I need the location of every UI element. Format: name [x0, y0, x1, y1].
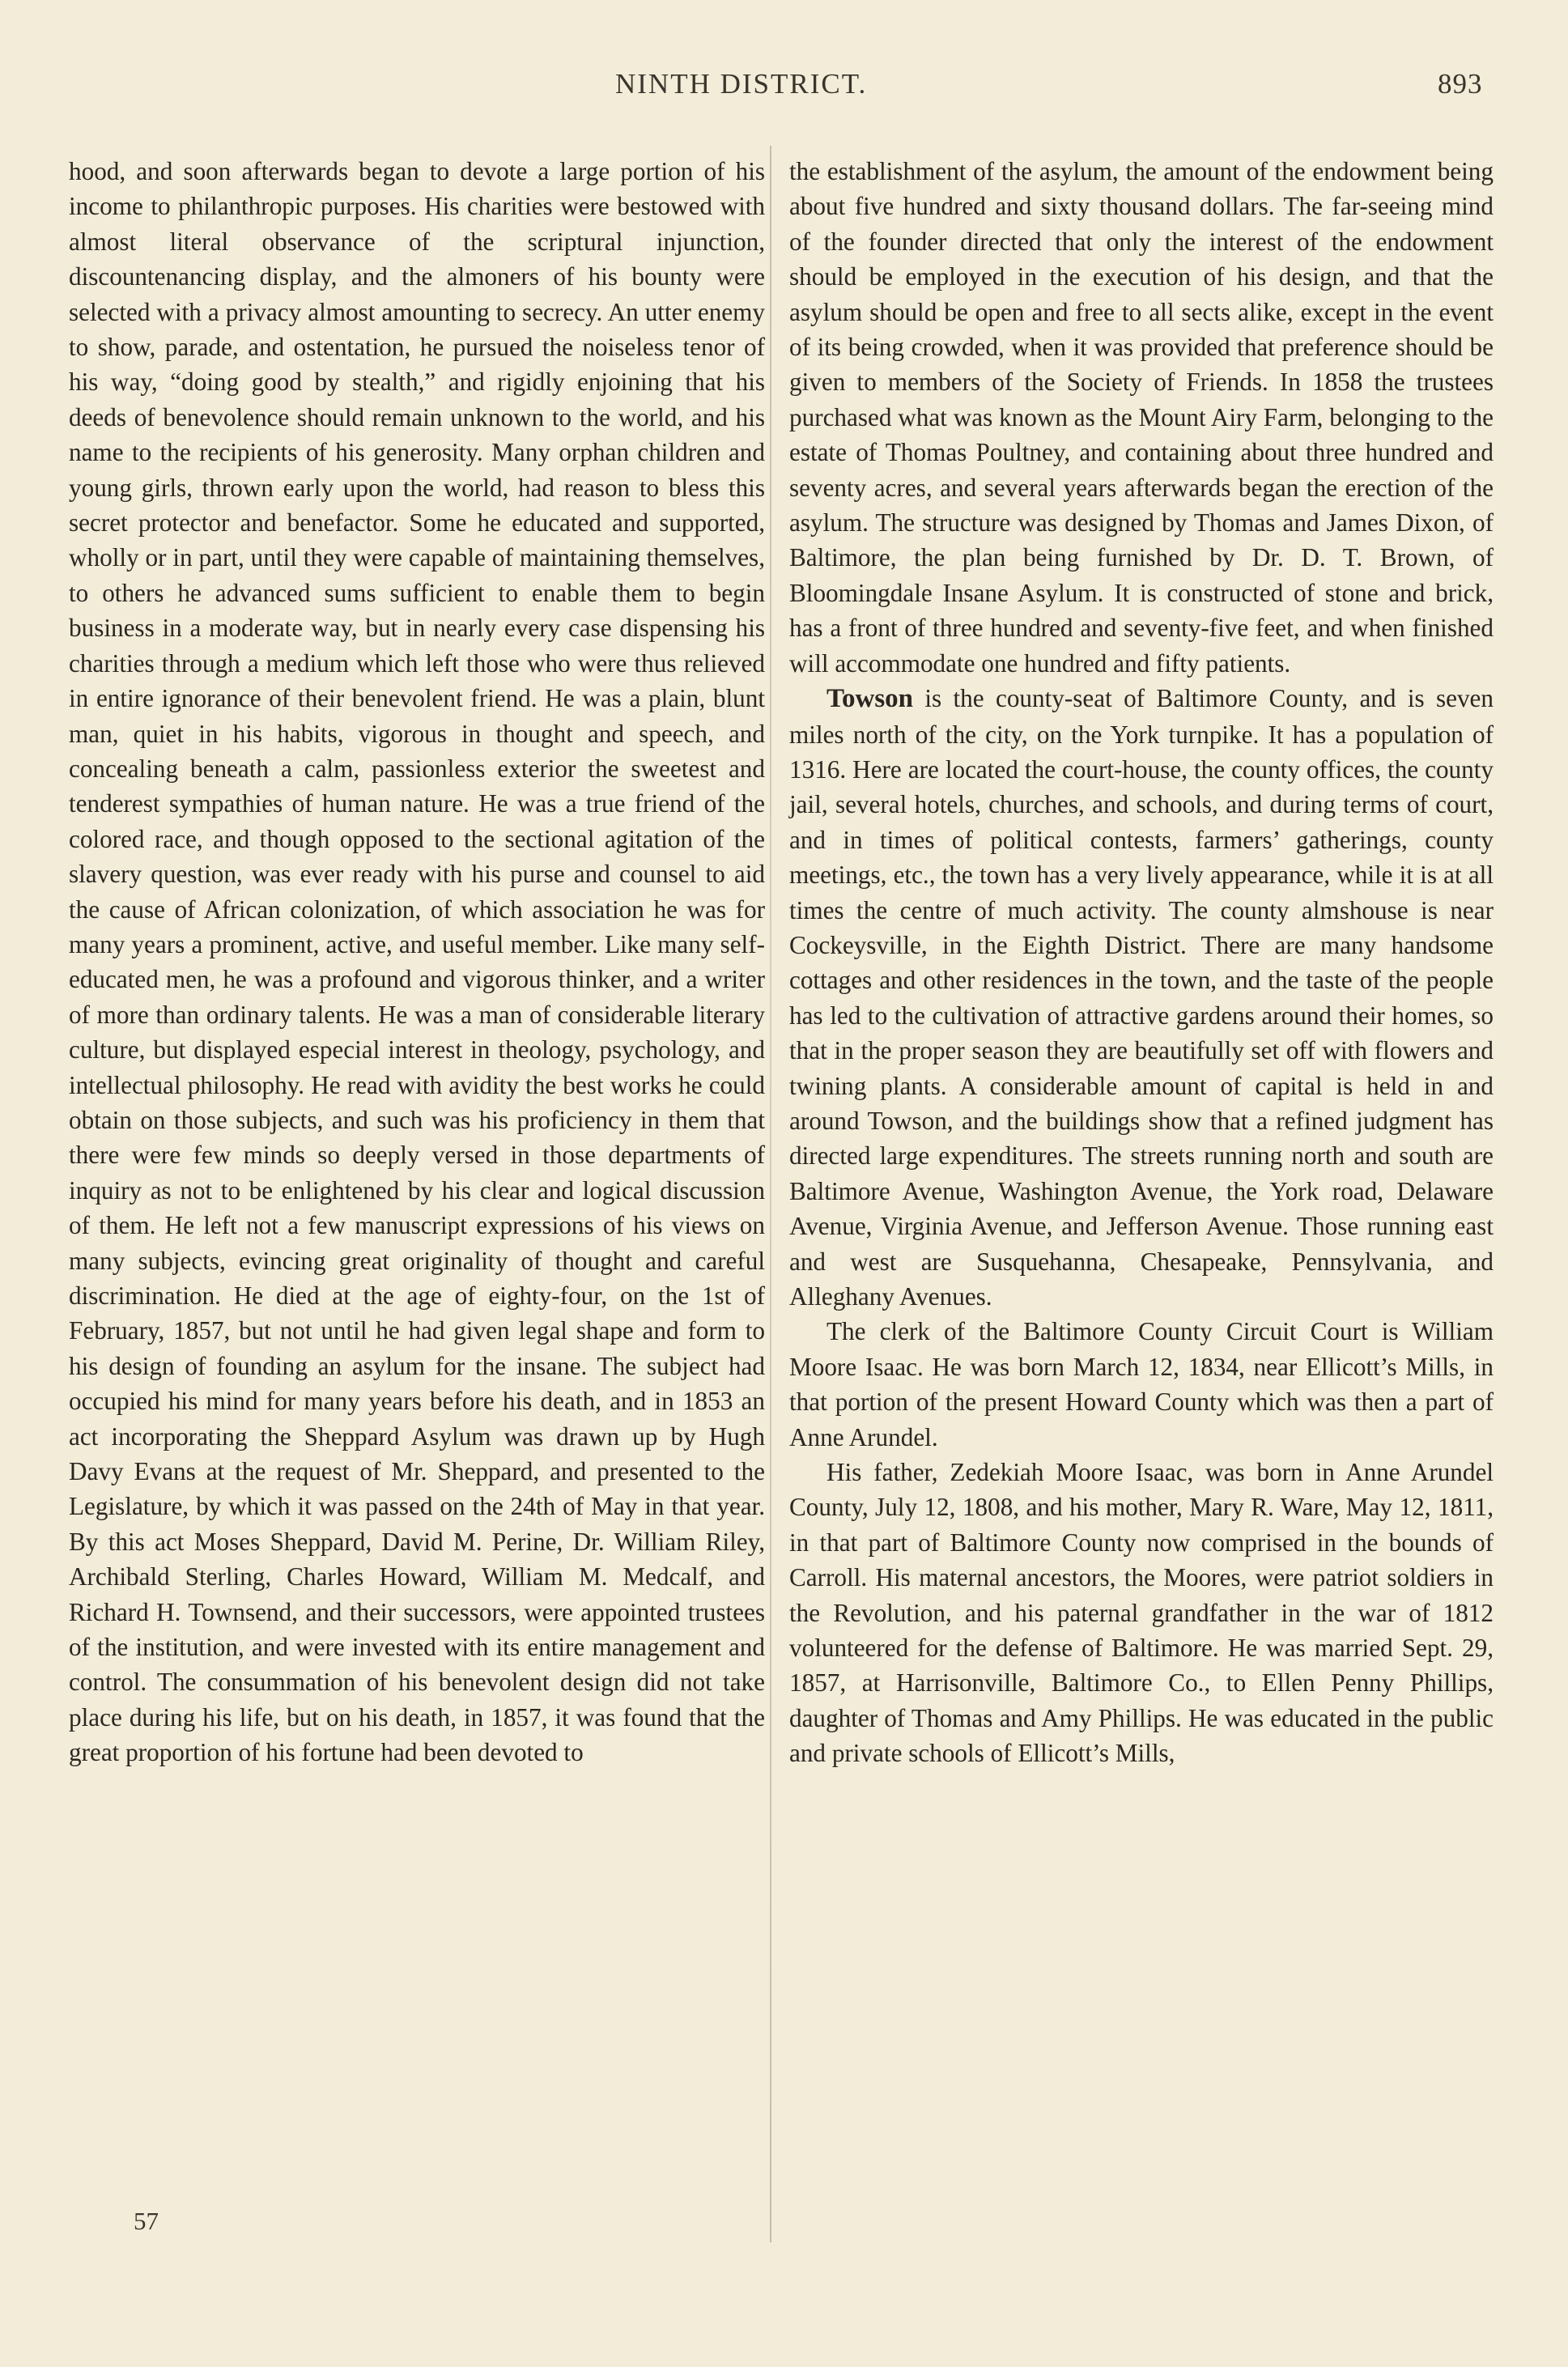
right-paragraph-father: His father, Zedekiah Moore Isaac, was born in Anne Arundel County, July 12, 1808, and his mother, Mary R. Ware, May 12, 1811, in that part of Baltimore County now comprised in the bounds of Carroll. His maternal ancestors, the Moores, were patriot soldiers in the Revolution, and his paternal grandfather in the war of 1812 volunteered for the defense of Baltimore. He was married Sept. 29, 1857, at Harrisonville, Baltimore Co., to Ellen Penny Phillips, daughter of Thomas and Amy Phillips. He was educated in the public and private schools of Ellicott’s Mills, [789, 1458, 1494, 1768]
signature-mark: 57 [134, 2207, 159, 2235]
running-title: NINTH DISTRICT. [615, 68, 868, 100]
right-paragraph-1: the establishment of the asylum, the amount of the endowment being about five hundred and sixty thousand dollars. The far-seeing mind of the founder directed that only the interest of the endowment should be employed in the execution of his design, and that the asylum should be open and free to all sects alike, except in the event of its being crowded, when it was provided that preference should be given to members of the Society of Friends. In 1858 the trustees purchased what was known as the Mount Airy Farm, belonging to the estate of Thomas Poultney, and containing about three hundred and seventy acres, and several years afterwards began the erection of the asylum. The structure was designed by Thomas and James Dixon, of Baltimore, the plan being furnished by Dr. D. T. Brown, of Bloomingdale Insane Asylum. It is constructed of stone and brick, has a front of three hundred and seventy-five feet, and when finished will accommodate one hundred and fifty patients. [789, 157, 1494, 678]
page-number: 893 [1438, 68, 1483, 100]
right-paragraph-clerk: The clerk of the Baltimore County Circuit Court is William Moore Isaac. He was born March 12, 1834, near Ellicott’s Mills, in that portion of the present Howard County which was then a part of Anne Arundel. [789, 1317, 1494, 1451]
right-column [789, 154, 1494, 1771]
page-header [0, 68, 1568, 117]
right-paragraph-towson [789, 681, 1494, 1314]
left-paragraph-1: hood, and soon afterwards began to devote a large portion of his income to philanthropic purposes. His charities were bestowed with almost literal observance of the scriptural injunction, discountenancing display, and the almoners of his bounty were selected with a privacy almost amounting to secrecy. An utter enemy to show, parade, and ostentation, he pursued the noiseless tenor of his way, “doing good by stealth,” and rigidly enjoining that his deeds of benevolence should remain unknown to the world, and his name to the recipients of his generosity. Many orphan children and young girls, thrown early upon the world, had reason to bless this secret protector and benefactor. Some he educated and supported, wholly or in part, until they were capable of maintaining themselves, to others he advanced sums sufficient to enable them to begin business in a moderate way, but in nearly every case dispensing his charities through a medium which left those who were thus relieved in entire ignorance of their benevolent friend. He was a plain, blunt man, quiet in his habits, vigorous in thought and speech, and concealing beneath a calm, passionless exterior the sweetest and tenderest sympathies of human nature. He was a true friend of the colored race, and though opposed to the sectional agitation of the slavery question, was ever ready with his purse and counsel to aid the cause of African colonization, of which association he was for many years a prominent, active, and useful member. Like many self-educated men, he was a profound and vigorous thinker, and a writer of more than ordinary talents. He was a man of considerable literary culture, but displayed especial interest in theology, psychology, and intellectual philosophy. He read with avidity the best works he could obtain on those subjects, and such was his proficiency in them that there were few minds so deeply versed in those departments of inquiry as not to be enlightened by his clear and logical discussion of them. He left not a few manuscript expressions of his views on many subjects, evincing great originality of thought and careful discrimination. He died at the age of eighty-four, on the 1st of February, 1857, but not until he had given legal shape and form to his design of founding an asylum for the insane. The subject had occupied his mind for many years before his death, and in 1853 an act incorporating the Sheppard Asylum was drawn up by Hugh Davy Evans at the request of Mr. Sheppard, and presented to the Legislature, by which it was passed on the 24th of May in that year. By this act Moses Sheppard, David M. Perine, Dr. William Riley, Archibald Sterling, Charles Howard, William M. Medcalf, and Richard H. Townsend, and their successors, were appointed trustees of the institution, and were invested with its entire management and control. The consummation of his benevolent design did not take place during his life, but on his death, in 1857, it was found that the great proportion of his fortune had been devoted to [69, 157, 765, 1767]
left-column [69, 154, 765, 1770]
column-divider [770, 146, 771, 2242]
towson-text: is the county-seat of Baltimore County, and is seven miles north of the city, on the York turnpike. It has a population of 1316. Here are located the court-house, the county offices, the county jail, several hotels, churches, and schools, and during terms of court, and in times of political contests, farmers’ gatherings, county meetings, etc., the town has a very lively appearance, while it is at all times the centre of much activity. The county almshouse is near Cockeysville, in the Eighth District. There are many handsome cottages and other residences in the town, and the taste of the people has led to the cultivation of attractive gardens around their homes, so that in the proper season they are beautifully set off with flowers and twining plants. A considerable amount of capital is held in and around Towson, and the buildings show that a refined judgment has directed large expenditures. The streets running north and south are Baltimore Avenue, Washington Avenue, the York road, Delaware Avenue, Virginia Avenue, and Jefferson Avenue. Those running east and west are Susquehanna, Chesapeake, Pennsylvania, and Alleghany Avenues. [789, 684, 1494, 1311]
towson-lead: Towson [826, 684, 914, 714]
